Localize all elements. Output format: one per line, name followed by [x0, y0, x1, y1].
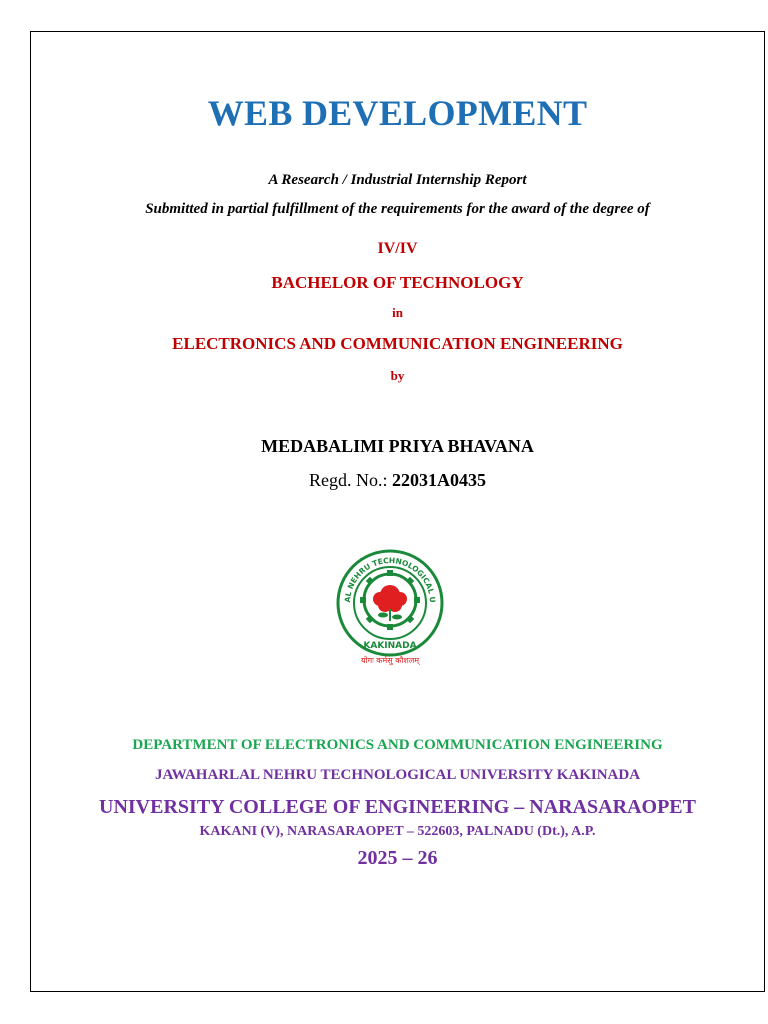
logo-motto-text: योगः कर्मसु कौशलम्: [360, 656, 420, 665]
by-word: by: [390, 368, 405, 383]
college-address: KAKANI (V), NARASARAOPET – 522603, PALNADU (Dt.), A.P.: [199, 824, 596, 839]
student-name: MEDABALIMI PRIYA BHAVANA: [261, 436, 534, 456]
logo-city-text: KAKINADA: [363, 641, 417, 651]
jntuk-seal-icon: [330, 545, 450, 670]
academic-year: 2025 – 26: [357, 847, 438, 869]
department-name: DEPARTMENT OF ELECTRONICS AND COMMUNICATION ENGINEERING: [132, 737, 663, 753]
report-type: A Research / Industrial Internship Report: [268, 172, 527, 188]
in-word: in: [392, 305, 403, 320]
regd-value: 22031A0435: [392, 470, 486, 490]
university-logo: [330, 545, 450, 670]
university-name: JAWAHARLAL NEHRU TECHNOLOGICAL UNIVERSITY KAKINADA: [154, 767, 641, 783]
logo-ring-text: AL NEHRU TECHNOLOGICAL U: [342, 555, 438, 603]
regd-label: Regd. No.:: [309, 470, 388, 490]
year-of-study: IV/IV: [377, 240, 418, 257]
submission-statement: Submitted in partial fulfillment of the requirements for the award of the degree of: [145, 201, 650, 217]
degree-name: BACHELOR OF TECHNOLOGY: [271, 273, 524, 292]
college-name: UNIVERSITY COLLEGE OF ENGINEERING – NARASARAOPET: [99, 796, 696, 818]
registration-number: [30, 470, 765, 491]
branch-name: ELECTRONICS AND COMMUNICATION ENGINEERING: [172, 334, 623, 353]
report-title: WEB DEVELOPMENT: [207, 93, 588, 133]
